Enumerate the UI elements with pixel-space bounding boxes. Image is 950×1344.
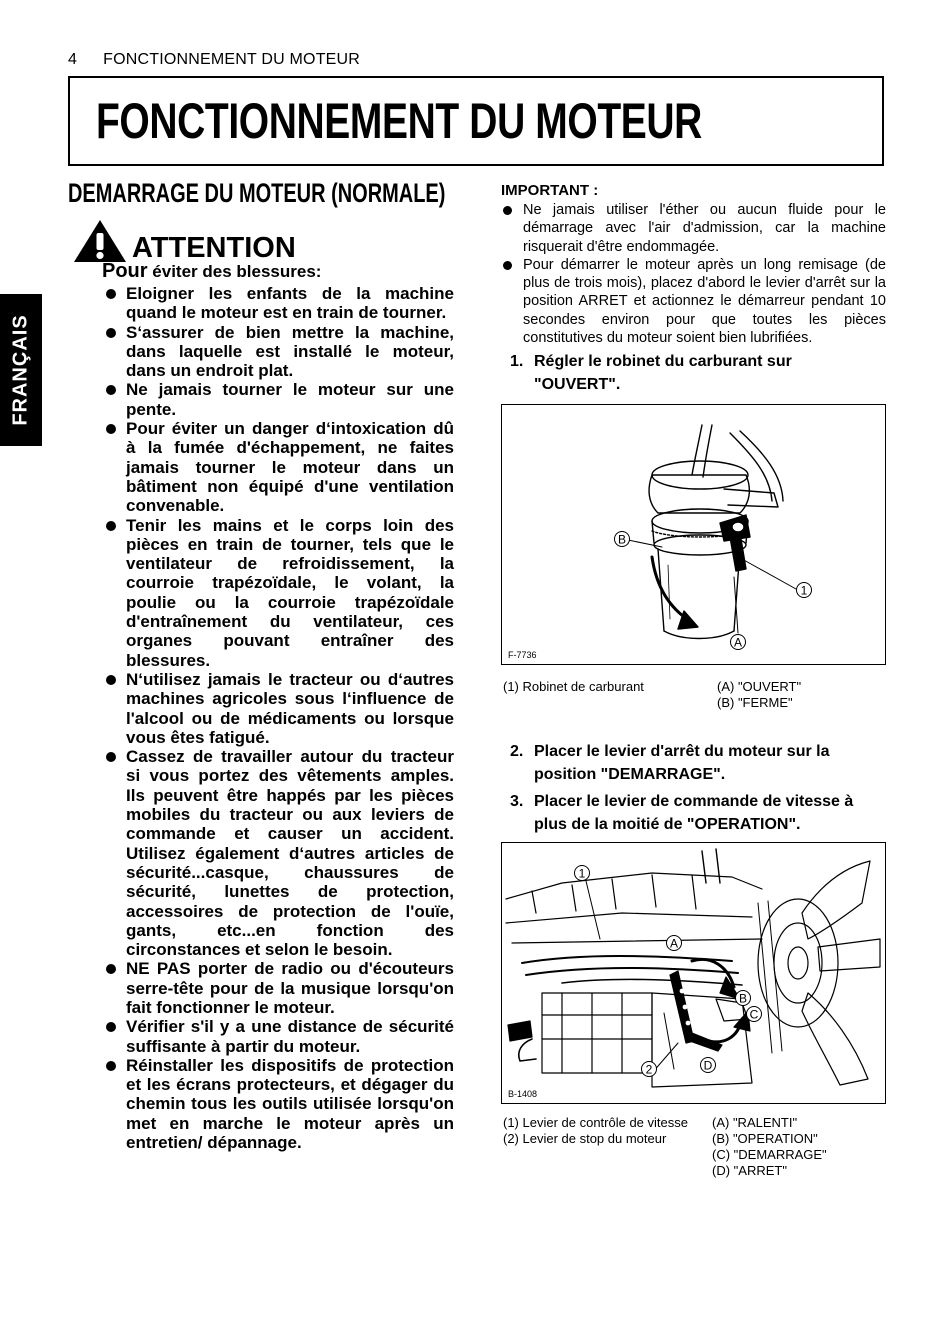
attention-item: S‘assurer de bien mettre la machine, dans laquelle est installé le moteur, dans un endroit plat. [106,323,454,381]
attention-intro [102,260,321,283]
attention-item: N‘utilisez jamais le tracteur ou d‘autres machines agricoles sous l‘influence de l'alcool ou de médicaments ou lorsque vous êtes fatigué. [106,670,454,747]
caption-line: (2) Levier de stop du moteur [503,1131,667,1146]
figure-code: F-7736 [508,650,537,660]
step-3 [510,790,880,836]
callout-a: A [733,635,743,650]
caption-line: (B) "OPERATION" [712,1131,818,1146]
running-header [68,51,360,69]
step-text: Régler le robinet du carburant sur "OUVERT". [534,353,792,393]
attention-item: Réinstaller les dispositifs de protection et les écrans protecteurs, et dégager du chemin tous les outils utilisée lorsqu'on met en marche le moteur après un entretien/ dépannage. [106,1056,454,1152]
attention-list [106,284,454,1152]
important-item: Ne jamais utiliser l'éther ou aucun fluide pour le démarrage avec l'air d'admission, car la machine risquerait d'être endommagée. [503,201,886,256]
callout-labels [502,843,885,1103]
attention-item: Vérifier s'il y a une distance de sécurité suffisante à partir du moteur. [106,1017,454,1056]
step-1 [510,350,880,396]
callout-b: B [738,991,748,1006]
callout-d: D [703,1058,713,1073]
warning-triangle-icon [72,218,128,264]
figure1-caption-right [717,679,801,711]
callout-b: B [617,532,627,547]
callout-1: 1 [800,583,808,598]
callout-a: A [669,936,679,951]
running-title: FONCTIONNEMENT DU MOTEUR [103,51,361,68]
attention-item: Cassez de travailler autour du tracteur si vous portez des vêtements amples. Ils peuvent être happés par les pièces mobiles du tracteur ou aux leviers de commande et causer un accident. Utilisez également d‘autres articles de sécurité...casque, chaussures de sécurité, lunettes de protection, accessoires de protection de l'ouïe, gants, etc...en fonction des circonstances et selon le besoin. [106,747,454,959]
caption-line: (C) "DEMARRAGE" [712,1147,827,1162]
caption-line: (A) "RALENTI" [712,1115,798,1130]
language-tab-label: FRANÇAIS [9,314,32,426]
important-item: Pour démarrer le moteur après un long remisage (de plus de trois mois), placez d'abord le levier d'arrêt sur la position ARRET et actionnez le démarreur pendant 10 secondes environ pour que toutes les pièces constitutives du moteur soient bien lubrifiées. [503,256,886,347]
figure-fuel-cock [501,404,886,665]
important-list [503,201,886,347]
caption-line: (A) "OUVERT" [717,679,802,694]
attention-intro-prefix: Pour [102,260,148,282]
step-number: 1. [510,353,524,370]
callout-1: 1 [578,866,586,881]
attention-item: Ne jamais tourner le moteur sur une pente. [106,380,454,419]
attention-item: NE PAS porter de radio ou d'écouteurs serre-tête pour de la musique lorsqu'on fait fonctionner le moteur. [106,959,454,1017]
language-tab [0,294,42,446]
figure2-caption-right [712,1115,827,1179]
step-number: 3. [510,793,524,810]
caption-line: (1) Levier de contrôle de vitesse [503,1115,688,1130]
caption-line: (B) "FERME" [717,695,793,710]
figure2-caption-left [503,1115,688,1147]
important-label: IMPORTANT : [501,182,599,199]
callout-labels [502,405,885,664]
figure-code: B-1408 [508,1089,538,1099]
page-title: FONCTIONNEMENT DU MOTEUR [96,93,702,149]
section-title: DEMARRAGE DU MOTEUR (NORMALE) [68,178,446,208]
step-2 [510,740,880,786]
callout-c: C [749,1007,759,1022]
step-text: Placer le levier de commande de vitesse à plus de la moitié de "OPERATION". [534,793,854,833]
callout-2: 2 [645,1062,653,1077]
attention-intro-rest: éviter des blessures: [147,262,322,281]
caption-line: (D) "ARRET" [712,1163,787,1178]
step-number: 2. [510,743,524,760]
figure-engine-levers [501,842,886,1104]
attention-item: Pour éviter un danger d‘intoxication dû à la fumée d'échappement, ne faites jamais tourner le moteur dans un bâtiment non équipé d'une ventilation convenable. [106,419,454,515]
attention-item: Tenir les mains et le corps loin des pièces en train de tourner, tels que le ventilateur de refroidissement, la courroie trapézoïdale, le volant, la poulie ou la courroie trapézoïdale d'entraînement du ventilateur, ces organes pouvant entraîner des blessures. [106,516,454,670]
figure1-caption-left [503,679,644,695]
attention-item: Eloigner les enfants de la machine quand le moteur est en train de tourner. [106,284,454,323]
step-text: Placer le levier d'arrêt du moteur sur la position "DEMARRAGE". [534,743,830,783]
attention-word: ATTENTION [132,232,296,264]
page-number: 4 [68,51,78,68]
title-box [68,76,884,166]
caption-line: (1) Robinet de carburant [503,679,644,694]
